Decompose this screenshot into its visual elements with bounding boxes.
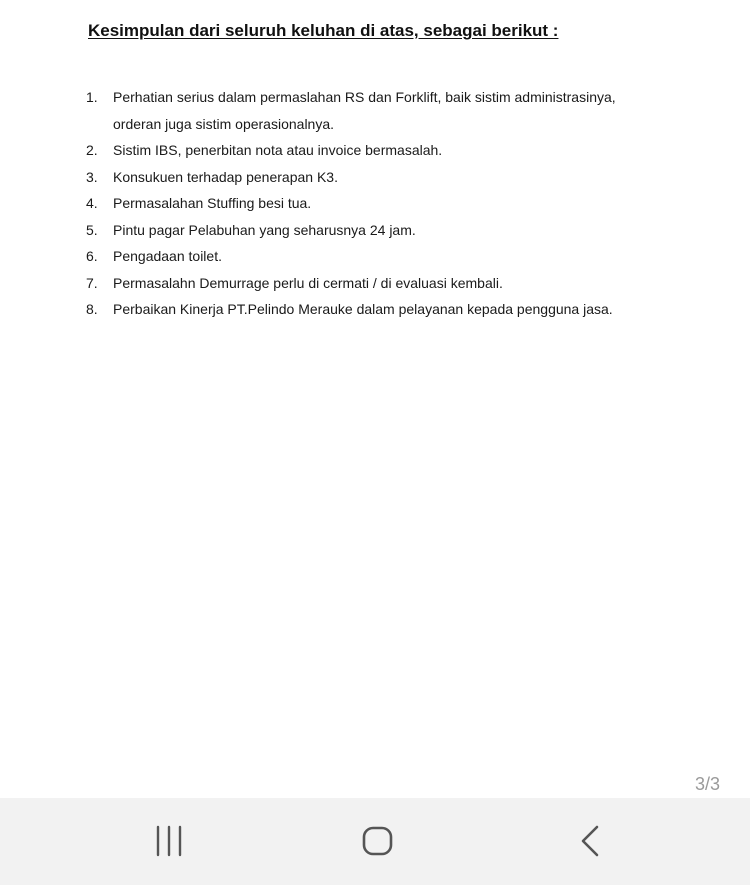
list-item-number: 1.	[86, 89, 98, 105]
recents-icon	[153, 824, 185, 858]
list-item-number: 8.	[86, 301, 98, 317]
list-item	[86, 190, 616, 217]
list-item-text: orderan juga sistim operasionalnya.	[113, 115, 335, 132]
page-indicator: 3/3	[694, 774, 720, 794]
list-item-text: Pengadaan toilet.	[113, 248, 222, 264]
list-item-number: 7.	[86, 274, 98, 291]
list-item	[86, 84, 616, 137]
list-item-text: Permasalahn Demurrage perlu di cermati / di evaluasi kembali.	[113, 274, 503, 291]
list-item	[86, 243, 616, 270]
list-item-number: 5.	[86, 221, 98, 238]
list-item	[86, 137, 616, 164]
back-button[interactable]	[560, 818, 620, 864]
list-item	[86, 270, 616, 297]
list-item-text: Pintu pagar Pelabuhan yang seharusnya 24 jam.	[113, 221, 416, 238]
list-item-text: Permasalahan Stuffing besi tua.	[113, 195, 312, 211]
back-icon	[575, 823, 605, 859]
list-item-number: 3.	[86, 168, 98, 185]
list-item-text: Konsukuen terhadap penerapan K3.	[113, 168, 338, 185]
list-item-number: 2.	[86, 142, 98, 158]
list-item-text: Sistim IBS, penerbitan nota atau invoice bermasalah.	[113, 142, 443, 158]
list-item-number: 4.	[86, 195, 98, 211]
list-item-number: 6.	[86, 248, 98, 264]
home-icon	[361, 824, 395, 858]
list-item-text: Perbaikan Kinerja PT.Pelindo Merauke dalam pelayanan kepada pengguna jasa.	[113, 301, 613, 317]
conclusion-list	[86, 84, 616, 323]
recents-button[interactable]	[139, 818, 199, 864]
list-item	[86, 217, 616, 244]
list-item	[86, 296, 616, 323]
home-button[interactable]	[348, 818, 408, 864]
document-title: Kesimpulan dari seluruh keluhan di atas, sebagai berikut :	[88, 21, 559, 40]
system-navigation-bar	[0, 798, 750, 885]
list-item	[86, 164, 616, 191]
list-item-text: Perhatian serius dalam permaslahan RS dan Forklift, baik sistim administrasinya,	[113, 89, 616, 105]
